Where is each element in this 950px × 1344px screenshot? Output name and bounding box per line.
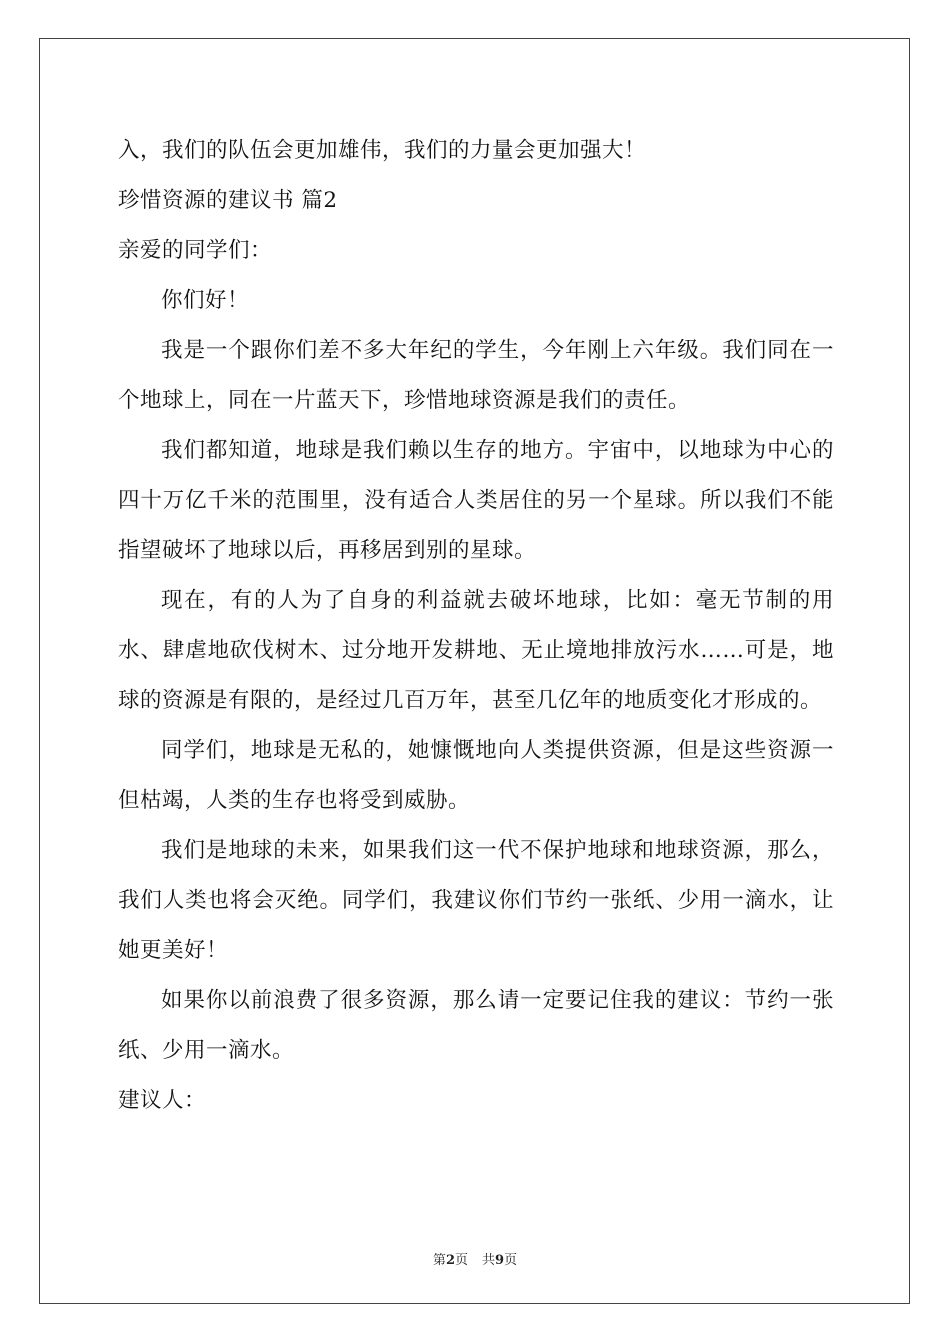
body-paragraph: 我们都知道，地球是我们赖以生存的地方。宇宙中，以地球为中心的四十万亿千米的范围里，没有适合人类居住的另一个星球。所以我们不能指望破坏了地球以后，再移居到别的星球。 — [118, 438, 834, 563]
total-prefix: 共 — [482, 1253, 496, 1268]
body-paragraph: 同学们，地球是无私的，她慷慨地向人类提供资源，但是这些资源一但枯竭，人类的生存也将受到威胁。 — [118, 738, 834, 813]
signature-label: 建议人： — [118, 1088, 207, 1113]
greeting-paragraph: 你们好！ — [161, 288, 250, 313]
page-total: 9 — [495, 1253, 505, 1268]
salutation: 亲爱的同学们： — [118, 238, 273, 263]
page-suffix: 页 — [454, 1253, 468, 1268]
body-paragraph: 如果你以前浪费了很多资源，那么请一定要记住我的建议：节约一张纸、少用一滴水。 — [118, 988, 834, 1063]
page-footer — [0, 1249, 950, 1268]
section-title: 珍惜资源的建议书 篇2 — [118, 188, 338, 213]
body-paragraph: 现在，有的人为了自身的利益就去破坏地球，比如：毫无节制的用水、肆虐地砍伐树木、过分地开发耕地、无止境地排放污水……可是，地球的资源是有限的，是经过几百万年，甚至几亿年的地质变化才形成的。 — [118, 588, 834, 713]
page-prefix: 第 — [432, 1253, 446, 1268]
total-suffix: 页 — [504, 1253, 518, 1268]
body-paragraph: 我们是地球的未来，如果我们这一代不保护地球和地球资源，那么，我们人类也将会灭绝。同学们，我建议你们节约一张纸、少用一滴水，让她更美好！ — [118, 838, 834, 963]
document-body — [118, 126, 834, 1126]
page-current: 2 — [445, 1253, 455, 1268]
body-paragraph: 我是一个跟你们差不多大年纪的学生，今年刚上六年级。我们同在一个地球上，同在一片蓝天下，珍惜地球资源是我们的责任。 — [118, 338, 834, 413]
continued-line: 入，我们的队伍会更加雄伟，我们的力量会更加强大！ — [118, 138, 647, 163]
